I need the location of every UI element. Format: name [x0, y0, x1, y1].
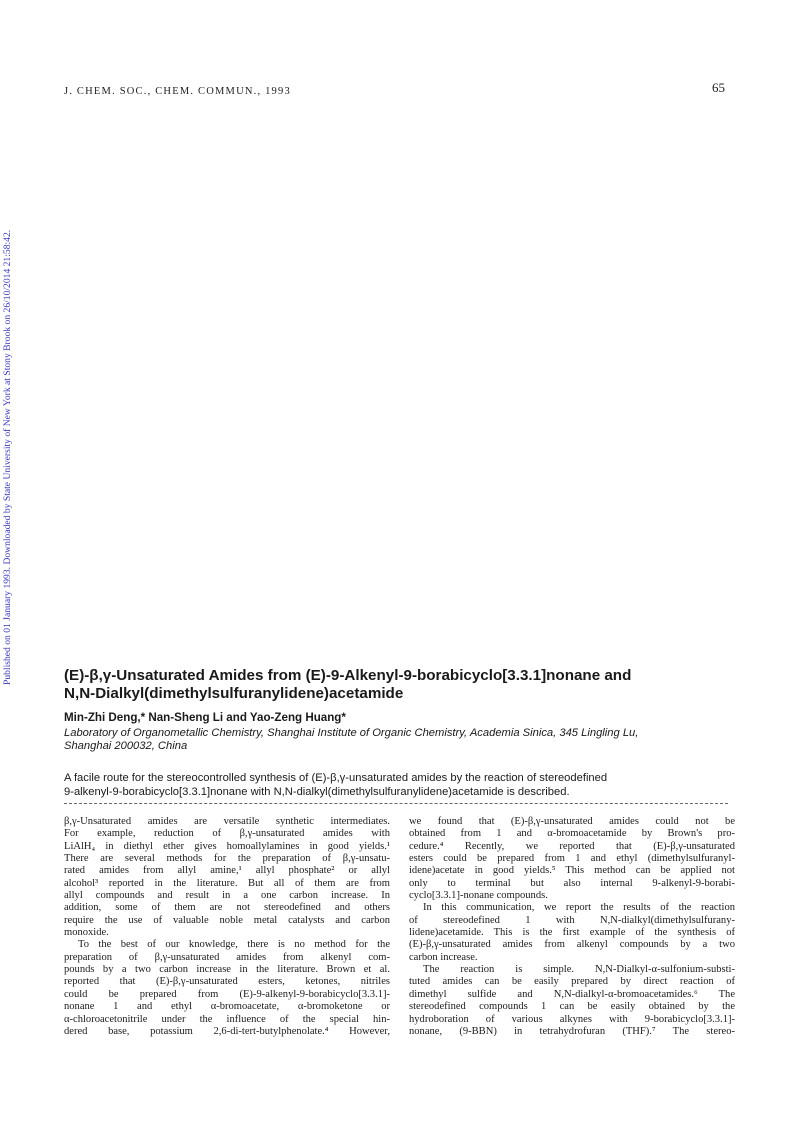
- text-line: allyl compounds and result in a one carbon increase. In: [64, 890, 390, 902]
- text-line: only to terminal but also internal 9-alkenyl-9-borabi-: [409, 877, 735, 889]
- page-number: 65: [712, 80, 725, 95]
- text-line: monoxide.: [64, 927, 109, 939]
- text-line: preparation of β,γ-unsaturated amides from alkenyl com-: [64, 951, 390, 963]
- text-line: obtained from 1 and α-bromoacetamide by Brown's pro-: [409, 828, 735, 840]
- text-line: There are several methods for the preparation of β,γ-unsatu-: [64, 853, 390, 865]
- text-line: could be prepared from (E)-9-alkenyl-9-borabicyclo[3.3.1]-: [64, 988, 390, 1000]
- affiliation: [64, 727, 744, 753]
- text-line: hydroboration of various alkynes with 9-borabicyclo[3.3.1]-: [409, 1013, 735, 1025]
- text-line: idene)acetate in good yields.⁵ This method can be applied not: [409, 865, 735, 877]
- text-line: LiAlH₄ in diethyl ether gives homoallylamines in good yields.¹: [64, 840, 390, 852]
- download-notice: Published on 01 January 1993. Downloaded by State University of New York at Stony Brook on 26/10/2014 21:58:42.: [2, 229, 13, 685]
- title-line: N,N-Dialkyl(dimethylsulfuranylidene)acetamide: [64, 685, 404, 702]
- affiliation-line: Shanghai 200032, China: [64, 740, 188, 752]
- text-line: To the best of our knowledge, there is no method for the: [78, 939, 390, 951]
- text-line: stereodefined compounds 1 can be easily obtained by the: [409, 1001, 735, 1013]
- text-line: rated amides from allyl amine,¹ allyl phosphate² or allyl: [64, 865, 390, 877]
- text-line: require the use of valuable noble metal catalysts and carbon: [64, 914, 390, 926]
- text-line: nonane, (9-BBN) in tetrahydrofuran (THF).⁷ The stereo-: [409, 1025, 735, 1037]
- text-line: dered base, potassium 2,6-di-tert-butylphenolate.⁴ However,: [64, 1025, 390, 1037]
- text-line: lidene)acetamide. This is the first example of the synthesis of: [409, 927, 735, 939]
- text-line: nonane 1 and ethyl α-bromoacetate, α-bromoketone or: [64, 1001, 390, 1013]
- title-line: (E)-β,γ-Unsaturated Amides from (E)-9-Alkenyl-9-borabicyclo[3.3.1]nonane and: [64, 667, 632, 684]
- text-line: we found that (E)-β,γ-unsaturated amides could not be: [409, 816, 735, 827]
- text-line: of stereodefined 1 with N,N-dialkyl(dimethylsulfurany-: [409, 914, 735, 926]
- body-column-right: [409, 816, 735, 1038]
- text-line: alcohol³ reported in the literature. But all of them are from: [64, 877, 390, 889]
- abstract-line: A facile route for the stereocontrolled synthesis of (E)-β,γ-unsaturated amides by the reaction of stereodefined: [64, 772, 608, 784]
- affiliation-line: Laboratory of Organometallic Chemistry, Shanghai Institute of Organic Chemistry, Academia Sinica, 345 Lingling Lu,: [64, 727, 639, 739]
- text-line: In this communication, we report the results of the reaction: [423, 902, 735, 914]
- running-head: J. CHEM. SOC., CHEM. COMMUN., 1993: [64, 86, 291, 97]
- text-line: pounds by a two carbon increase in the literature. Brown et al.: [64, 964, 390, 976]
- text-line: (E)-β,γ-unsaturated amides from alkenyl compounds by a two: [409, 939, 735, 951]
- text-line: β,γ-Unsaturated amides are versatile synthetic intermediates.: [64, 816, 390, 827]
- text-line: addition, some of them are not stereodefined and others: [64, 902, 390, 914]
- text-line: For example, reduction of β,γ-unsaturated amides with: [64, 828, 390, 840]
- body-column-left: [64, 816, 390, 1038]
- text-line: cedure.⁴ Recently, we reported that (E)-β,γ-unsaturated: [409, 840, 735, 852]
- text-line: reported that (E)-β,γ-unsaturated esters, ketones, nitriles: [64, 976, 390, 988]
- text-line: dimethyl sulfide and N,N-dialkyl-α-bromoacetamides.⁶ The: [409, 988, 735, 1000]
- section-divider: [64, 803, 728, 804]
- text-line: tuted amides can be easily prepared by direct reaction of: [409, 976, 735, 988]
- author-list: Min-Zhi Deng,* Nan-Sheng Li and Yao-Zeng Huang*: [64, 711, 346, 724]
- abstract-line: 9-alkenyl-9-borabicyclo[3.3.1]nonane with N,N-dialkyl(dimethylsulfuranylidene)acetamide is described.: [64, 785, 570, 798]
- text-line: carbon increase.: [409, 951, 478, 963]
- text-line: esters could be prepared from 1 and ethyl (dimethylsulfuranyl-: [409, 853, 735, 865]
- text-line: α-chloroacetonitrile under the influence of the special hin-: [64, 1013, 390, 1025]
- article-title: [64, 667, 744, 703]
- abstract: [64, 772, 744, 799]
- text-line: cyclo[3.3.1]-nonane compounds.: [409, 890, 548, 902]
- text-line: The reaction is simple. N,N-Dialkyl-α-sulfonium-substi-: [423, 964, 735, 976]
